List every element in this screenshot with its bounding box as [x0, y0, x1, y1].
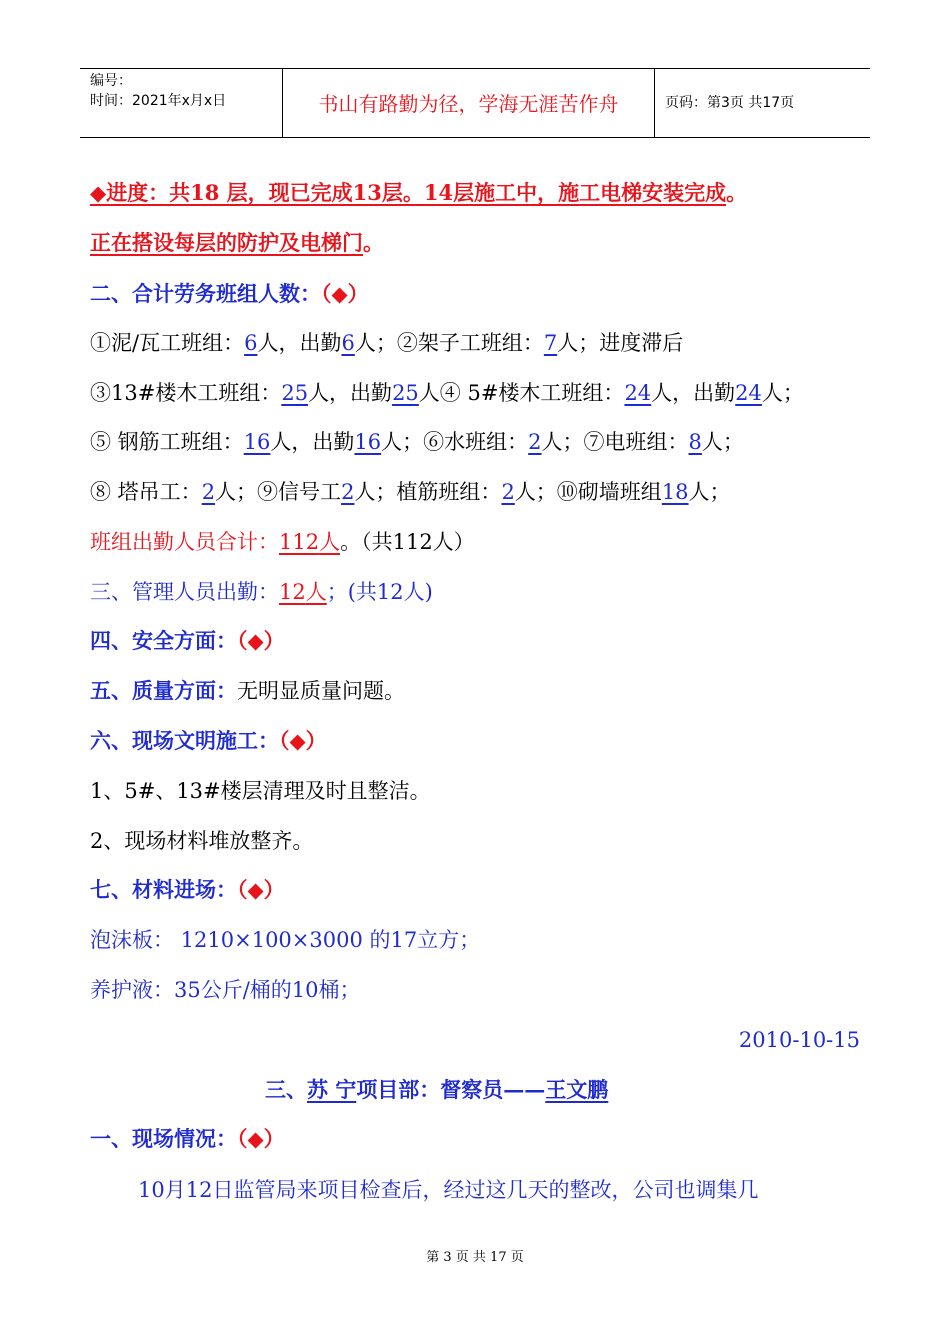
labor-total: [90, 527, 475, 557]
count-value: 2: [501, 480, 515, 504]
page-info: 页码：第3页 共17页: [665, 95, 795, 111]
diamond-marker: （◆）: [237, 1126, 285, 1151]
project-name: 苏 宁: [307, 1077, 357, 1102]
labor-row-2: [90, 378, 804, 408]
text: ⑤ 钢筋工班组：: [90, 430, 244, 454]
period: 。: [363, 230, 384, 255]
count-value: 24: [624, 381, 652, 405]
count-value: 25: [392, 381, 419, 405]
site-heading: [90, 1124, 285, 1154]
material-item-2: 养护液：35公斤/桶的10桶；: [90, 978, 361, 1002]
text: 人，出勤: [651, 381, 736, 405]
labor-row-4: [90, 477, 731, 507]
header-page-cell: [655, 69, 870, 137]
page-header: [80, 68, 870, 138]
inspector-name: 王文鹏: [545, 1077, 609, 1102]
text: 人；: [761, 381, 804, 405]
text: ③13#楼木工班组：: [90, 381, 282, 405]
progress-line-1: [90, 178, 747, 208]
text: 人；进度滞后: [557, 331, 684, 355]
count-value: 2: [341, 480, 355, 504]
progress-text-2: 正在搭设每层的防护及电梯门: [90, 230, 363, 255]
count-value: 8: [688, 430, 702, 454]
unit: 人: [305, 580, 327, 604]
safety-heading: [90, 626, 285, 656]
total-label: 班组出勤人员合计：: [90, 530, 279, 554]
mgmt-heading: [90, 577, 433, 607]
count-value: 25: [281, 381, 309, 405]
text: 人；②架子工班组：: [354, 331, 544, 355]
heading-text: 七、材料进场：: [90, 877, 237, 902]
total-note: 。（共112人）: [340, 530, 475, 554]
civil-item-1: 1、5#、13#楼层清理及时且整洁。: [90, 779, 431, 803]
header-meta-cell: [80, 69, 283, 137]
count-value: 18: [661, 480, 689, 504]
count-value: 6: [244, 331, 258, 355]
text: 人，出勤: [270, 430, 355, 454]
count-value: 6: [341, 331, 355, 355]
period: 。: [726, 180, 748, 205]
motto: 书山有路勤为径，学海无涯苦作舟: [318, 92, 619, 116]
civil-item-2: 2、现场材料堆放整齐。: [90, 829, 314, 853]
labor-row-3: [90, 427, 744, 457]
progress-text: ◆进度：共18 层，现已完成13层。14层施工中，施工电梯安装完成: [90, 180, 727, 205]
section-number: 三、: [265, 1077, 307, 1102]
text: ⑧ 塔吊工：: [90, 480, 202, 504]
header-motto-cell: [283, 69, 655, 137]
text: 人④ 5#楼木工班组：: [418, 381, 625, 405]
heading-text: 六、现场文明施工：: [90, 728, 279, 753]
heading-text: 二、合计劳务班组人数：: [90, 281, 321, 306]
text: ①泥/瓦工班组：: [90, 331, 245, 355]
count-value: 16: [354, 430, 382, 454]
page-footer: 第 3 页 共 17 页: [426, 1250, 524, 1265]
section-text: 项目部：督察员——: [356, 1077, 546, 1102]
diamond-marker: （◆）: [321, 281, 369, 306]
text: 人；植筋班组：: [354, 480, 502, 504]
site-paragraph: 10月12日监管局来项目检查后，经过这几天的整改，公司也调集几: [138, 1178, 759, 1202]
text: 人；⑩砌墙班组: [514, 480, 662, 504]
report-date: 2010-10-15: [738, 1028, 860, 1052]
section-title: [265, 1075, 608, 1105]
mgmt-note: ；(共12人): [326, 580, 433, 604]
material-item-1: 泡沫板： 1210×100×3000 的17立方；: [90, 928, 481, 952]
quality-heading: [90, 676, 405, 706]
mgmt-value: 12: [279, 580, 306, 604]
diamond-marker: （◆）: [237, 628, 285, 653]
text: 人；⑥水班组：: [381, 430, 529, 454]
heading-text: 五、质量方面：: [90, 678, 237, 703]
labor-row-1: [90, 328, 683, 358]
count-value: 7: [543, 331, 558, 355]
count-value: 16: [243, 430, 271, 454]
unit: 人: [319, 530, 341, 554]
count-value: 2: [201, 480, 216, 504]
code-label: 编号：: [90, 73, 132, 89]
progress-line-2: [90, 228, 384, 258]
heading-text: 三、管理人员出勤：: [90, 580, 279, 604]
heading-text: 一、现场情况：: [90, 1126, 237, 1151]
text: 人；⑦电班组：: [541, 430, 689, 454]
time-label: 时间：2021年x月x日: [90, 93, 227, 109]
text: 人，出勤: [257, 331, 342, 355]
text: 人；: [701, 430, 744, 454]
diamond-marker: （◆）: [279, 728, 327, 753]
count-value: 2: [528, 430, 542, 454]
civil-heading: [90, 726, 327, 756]
quality-text: 无明显质量问题。: [237, 679, 405, 703]
count-value: 24: [735, 381, 762, 405]
labor-heading: [90, 279, 369, 309]
total-value: 112: [279, 530, 320, 554]
diamond-marker: （◆）: [237, 877, 285, 902]
text: 人，出勤: [308, 381, 393, 405]
heading-text: 四、安全方面：: [90, 628, 237, 653]
text: 人；: [688, 480, 731, 504]
material-heading: [90, 875, 285, 905]
text: 人；⑨信号工: [215, 480, 342, 504]
